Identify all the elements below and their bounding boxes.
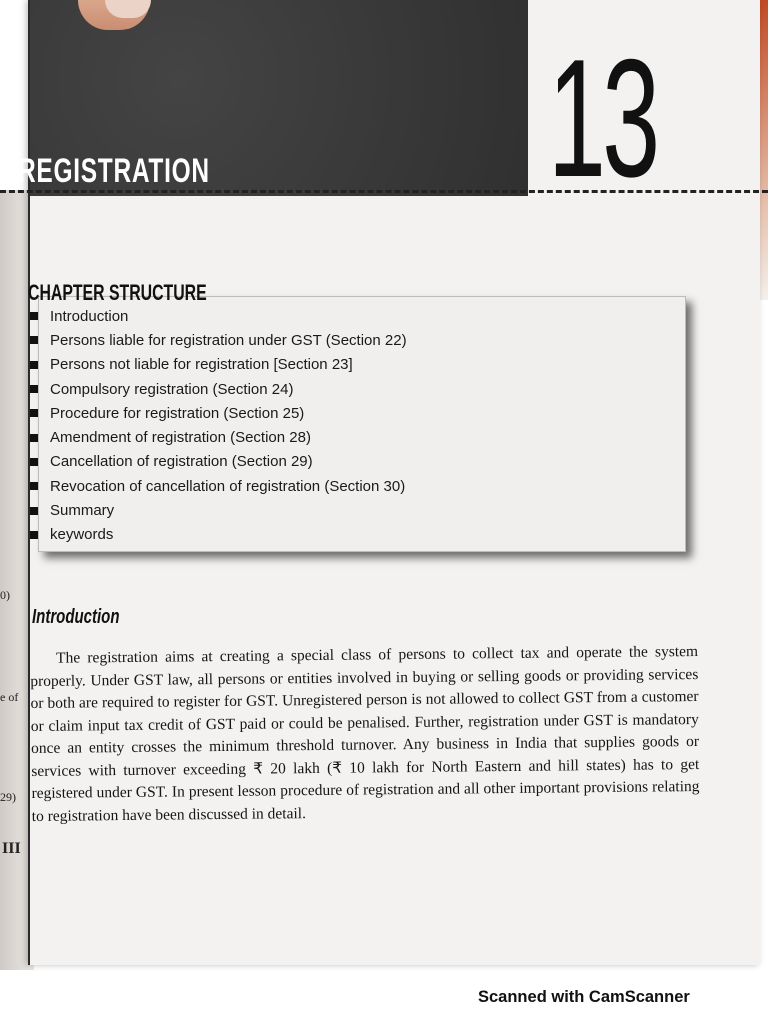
- list-item: [30, 523, 407, 547]
- bullet-icon: [30, 336, 38, 344]
- header-divider: [0, 190, 768, 193]
- list-item-label: Summary: [50, 502, 115, 520]
- list-item: [30, 377, 407, 401]
- chapter-number: 13: [548, 24, 657, 212]
- list-item-label: Persons liable for registration under GST (Section 22): [50, 331, 407, 349]
- list-item: [30, 353, 407, 377]
- list-item: [30, 401, 407, 425]
- list-item-label: Cancellation of registration (Section 29): [50, 453, 313, 471]
- bullet-icon: [30, 482, 38, 490]
- list-item: [30, 328, 407, 352]
- chapter-structure-heading: CHAPTER STRUCTURE: [28, 280, 207, 305]
- bullet-icon: [30, 531, 38, 539]
- bullet-icon: [30, 507, 38, 515]
- bullet-icon: [30, 458, 38, 466]
- scanner-watermark: Scanned with CamScanner: [478, 988, 690, 1006]
- list-item-label: Persons not liable for registration [Section 23]: [50, 356, 353, 374]
- list-item: [30, 474, 407, 498]
- list-item: [30, 425, 407, 449]
- list-item-label: Procedure for registration (Section 25): [50, 404, 305, 422]
- bullet-icon: [30, 385, 38, 393]
- chapter-structure-list: [30, 304, 407, 547]
- list-item: [30, 498, 407, 522]
- margin-note: 0): [0, 588, 10, 602]
- margin-note: e of: [0, 690, 19, 704]
- bullet-icon: [30, 434, 38, 442]
- list-item: [30, 304, 407, 328]
- bullet-icon: [30, 409, 38, 417]
- bullet-icon: [30, 312, 38, 320]
- introduction-paragraph: The registration aims at creating a special class of persons to collect tax and operate the system properly. Under GST law, all persons or entities involved in buying or selling goods or providing services or both are required to register for GST. Unregistered person is not allowed to collect GST from a customer or claim input tax credit of GST paid or could be penalised. Further, registration under GST is mandatory once an entity crosses the minimum threshold turnover. Any business in India that supplies goods or services with turnover exceeding ₹ 20 lakh (₹ 10 lakh for North Eastern and hill states) has to get registered under GST. In present lesson procedure of registration and all other important provisions relating to registration have been discussed in detail.: [30, 642, 700, 824]
- bullet-icon: [30, 361, 38, 369]
- list-item-label: Amendment of registration (Section 28): [50, 429, 311, 447]
- list-item: [30, 450, 407, 474]
- margin-note: 29): [0, 790, 16, 804]
- chapter-title: REGISTRATION: [18, 152, 210, 190]
- margin-note: III: [2, 840, 21, 857]
- introduction-heading: Introduction: [32, 606, 120, 628]
- list-item-label: Introduction: [50, 307, 129, 325]
- list-item-label: Revocation of cancellation of registration (Section 30): [50, 477, 406, 495]
- list-item-label: keywords: [50, 526, 114, 544]
- list-item-label: Compulsory registration (Section 24): [50, 380, 294, 398]
